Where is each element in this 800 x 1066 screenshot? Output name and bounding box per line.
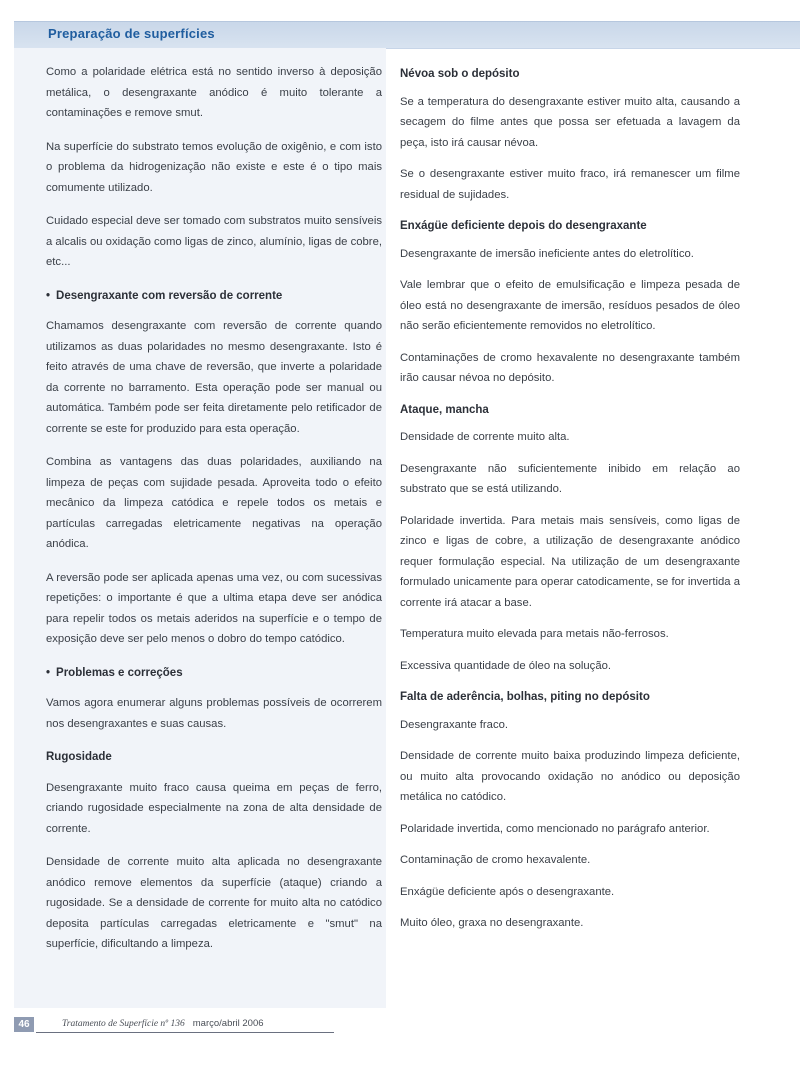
paragraph: Enxágüe deficiente após o desengraxante. (400, 885, 615, 898)
paragraph: Desengraxante muito fraco causa queima em peças de ferro, criando rugosidade especialmente na zona de alta densidade de corrente. (46, 781, 382, 835)
section-title: Preparação de superfícies (48, 26, 215, 41)
right-column (400, 64, 740, 945)
paragraph: Densidade de corrente muito alta. (400, 431, 570, 443)
paragraph: Chamamos desengraxante com reversão de corrente quando utilizamos as duas polaridades no mesmo desengraxante. Isto é feito através de uma chave de reversão, que inverte a polaridade da corrente no barramento. Esta operação pode ser manual ou automática. Também pode ser feita diretamente pelo retificador de corrente se este for produzido para esta operação. (46, 320, 382, 435)
subsection-heading: • Problemas e correções (46, 663, 382, 684)
subsection-heading: Enxágüe deficiente depois do desengraxante (400, 220, 647, 232)
subsection-heading: Ataque, mancha (400, 403, 489, 416)
left-column (46, 62, 382, 968)
page-number-badge: 46 (14, 1017, 34, 1032)
section-header-bar (14, 21, 800, 49)
paragraph: A reversão pode ser aplicada apenas uma vez, ou com sucessivas repetições: o importante é que a ultima etapa deve ser anódica para repelir todos os metais aderidos na superfície e o tempo de exposição deve ser pelo menos o dobro do tempo catódico. (46, 571, 382, 645)
paragraph: Densidade de corrente muito alta aplicada no desengraxante anódico remove elementos da superfície (ataque) criando a rugosidade. Se a densidade de corrente for muito alta no catódico deposita partículas carregadas eletricamente e "smut" na superfície, dificultando a limpeza. (46, 856, 382, 950)
paragraph: Na superfície do substrato temos evolução de oxigênio, e com isto o problema da hidrogenização não existe e este é o tipo mais comumente utilizado. (46, 140, 382, 194)
paragraph: Desengraxante fraco. (400, 718, 509, 731)
paragraph: Densidade de corrente muito baixa produzindo limpeza deficiente, ou muito alta provocando oxidação no anódico ou deposição metálica no catódico. (400, 750, 740, 803)
paragraph: Desengraxante de imersão ineficiente antes do eletrolítico. (400, 247, 694, 260)
subsection-heading: Névoa sob o depósito (400, 68, 520, 80)
paragraph: Se a temperatura do desengraxante estiver muito alta, causando a secagem do filme antes que possa ser efetuada a lavagem da peça, isto irá causar névoa. (400, 95, 740, 149)
paragraph: Excessiva quantidade de óleo na solução. (400, 659, 612, 672)
page-footer (14, 1017, 324, 1033)
publication-name: Tratamento de Superfície nº 136 (62, 1019, 185, 1029)
subsection-heading: • Desengraxante com reversão de corrente (46, 286, 382, 307)
footer-publication (62, 1018, 264, 1029)
paragraph: Combina as vantagens das duas polaridades, auxiliando na limpeza de peças com sujidade pesada. Aproveita todo o efeito mecânico da limpeza catódica e repele todos os metais e partículas carregadas eletricamente negativas na operação anódica. (46, 456, 382, 550)
subsection-heading: Rugosidade (46, 751, 112, 763)
paragraph: Polaridade invertida. Para metais mais sensíveis, como ligas de zinco e ligas de cobre, a utilização de desengraxante anódico requer formulação especial. Na utilização de um desengraxante formulado unicamente para operar catodicamente, se for invertida a corrente irá atacar a base. (400, 514, 740, 609)
footer-divider (36, 1032, 334, 1033)
paragraph: Vale lembrar que o efeito de emulsificação e limpeza pesada de óleo está no desengraxante de imersão, resíduos pesados de óleo não serão eficientemente removidos no eletrolítico. (400, 279, 740, 332)
paragraph: Temperatura muito elevada para metais não-ferrosos. (400, 628, 669, 640)
paragraph: Contaminações de cromo hexavalente no desengraxante também irão causar névoa no depósito. (400, 351, 740, 384)
subsection-heading: Falta de aderência, bolhas, piting no depósito (400, 691, 650, 703)
paragraph: Como a polaridade elétrica está no sentido inverso à deposição metálica, o desengraxante anódico é muito tolerante a contaminações e remove smut. (46, 66, 382, 119)
paragraph: Muito óleo, graxa no desengraxante. (400, 917, 584, 929)
publication-date: março/abril 2006 (192, 1018, 264, 1029)
paragraph: Vamos agora enumerar alguns problemas possíveis de ocorrerem nos desengraxantes e suas causas. (46, 697, 382, 730)
paragraph: Se o desengraxante estiver muito fraco, irá remanescer um filme residual de sujidades. (400, 168, 740, 201)
paragraph: Desengraxante não suficientemente inibido em relação ao substrato que se está utilizando. (400, 462, 740, 495)
paragraph: Contaminação de cromo hexavalente. (400, 854, 591, 866)
paragraph: Polaridade invertida, como mencionado no parágrafo anterior. (400, 822, 710, 835)
paragraph: Cuidado especial deve ser tomado com substratos muito sensíveis a alcalis ou oxidação como ligas de zinco, alumínio, ligas de cobre, etc... (46, 215, 382, 268)
